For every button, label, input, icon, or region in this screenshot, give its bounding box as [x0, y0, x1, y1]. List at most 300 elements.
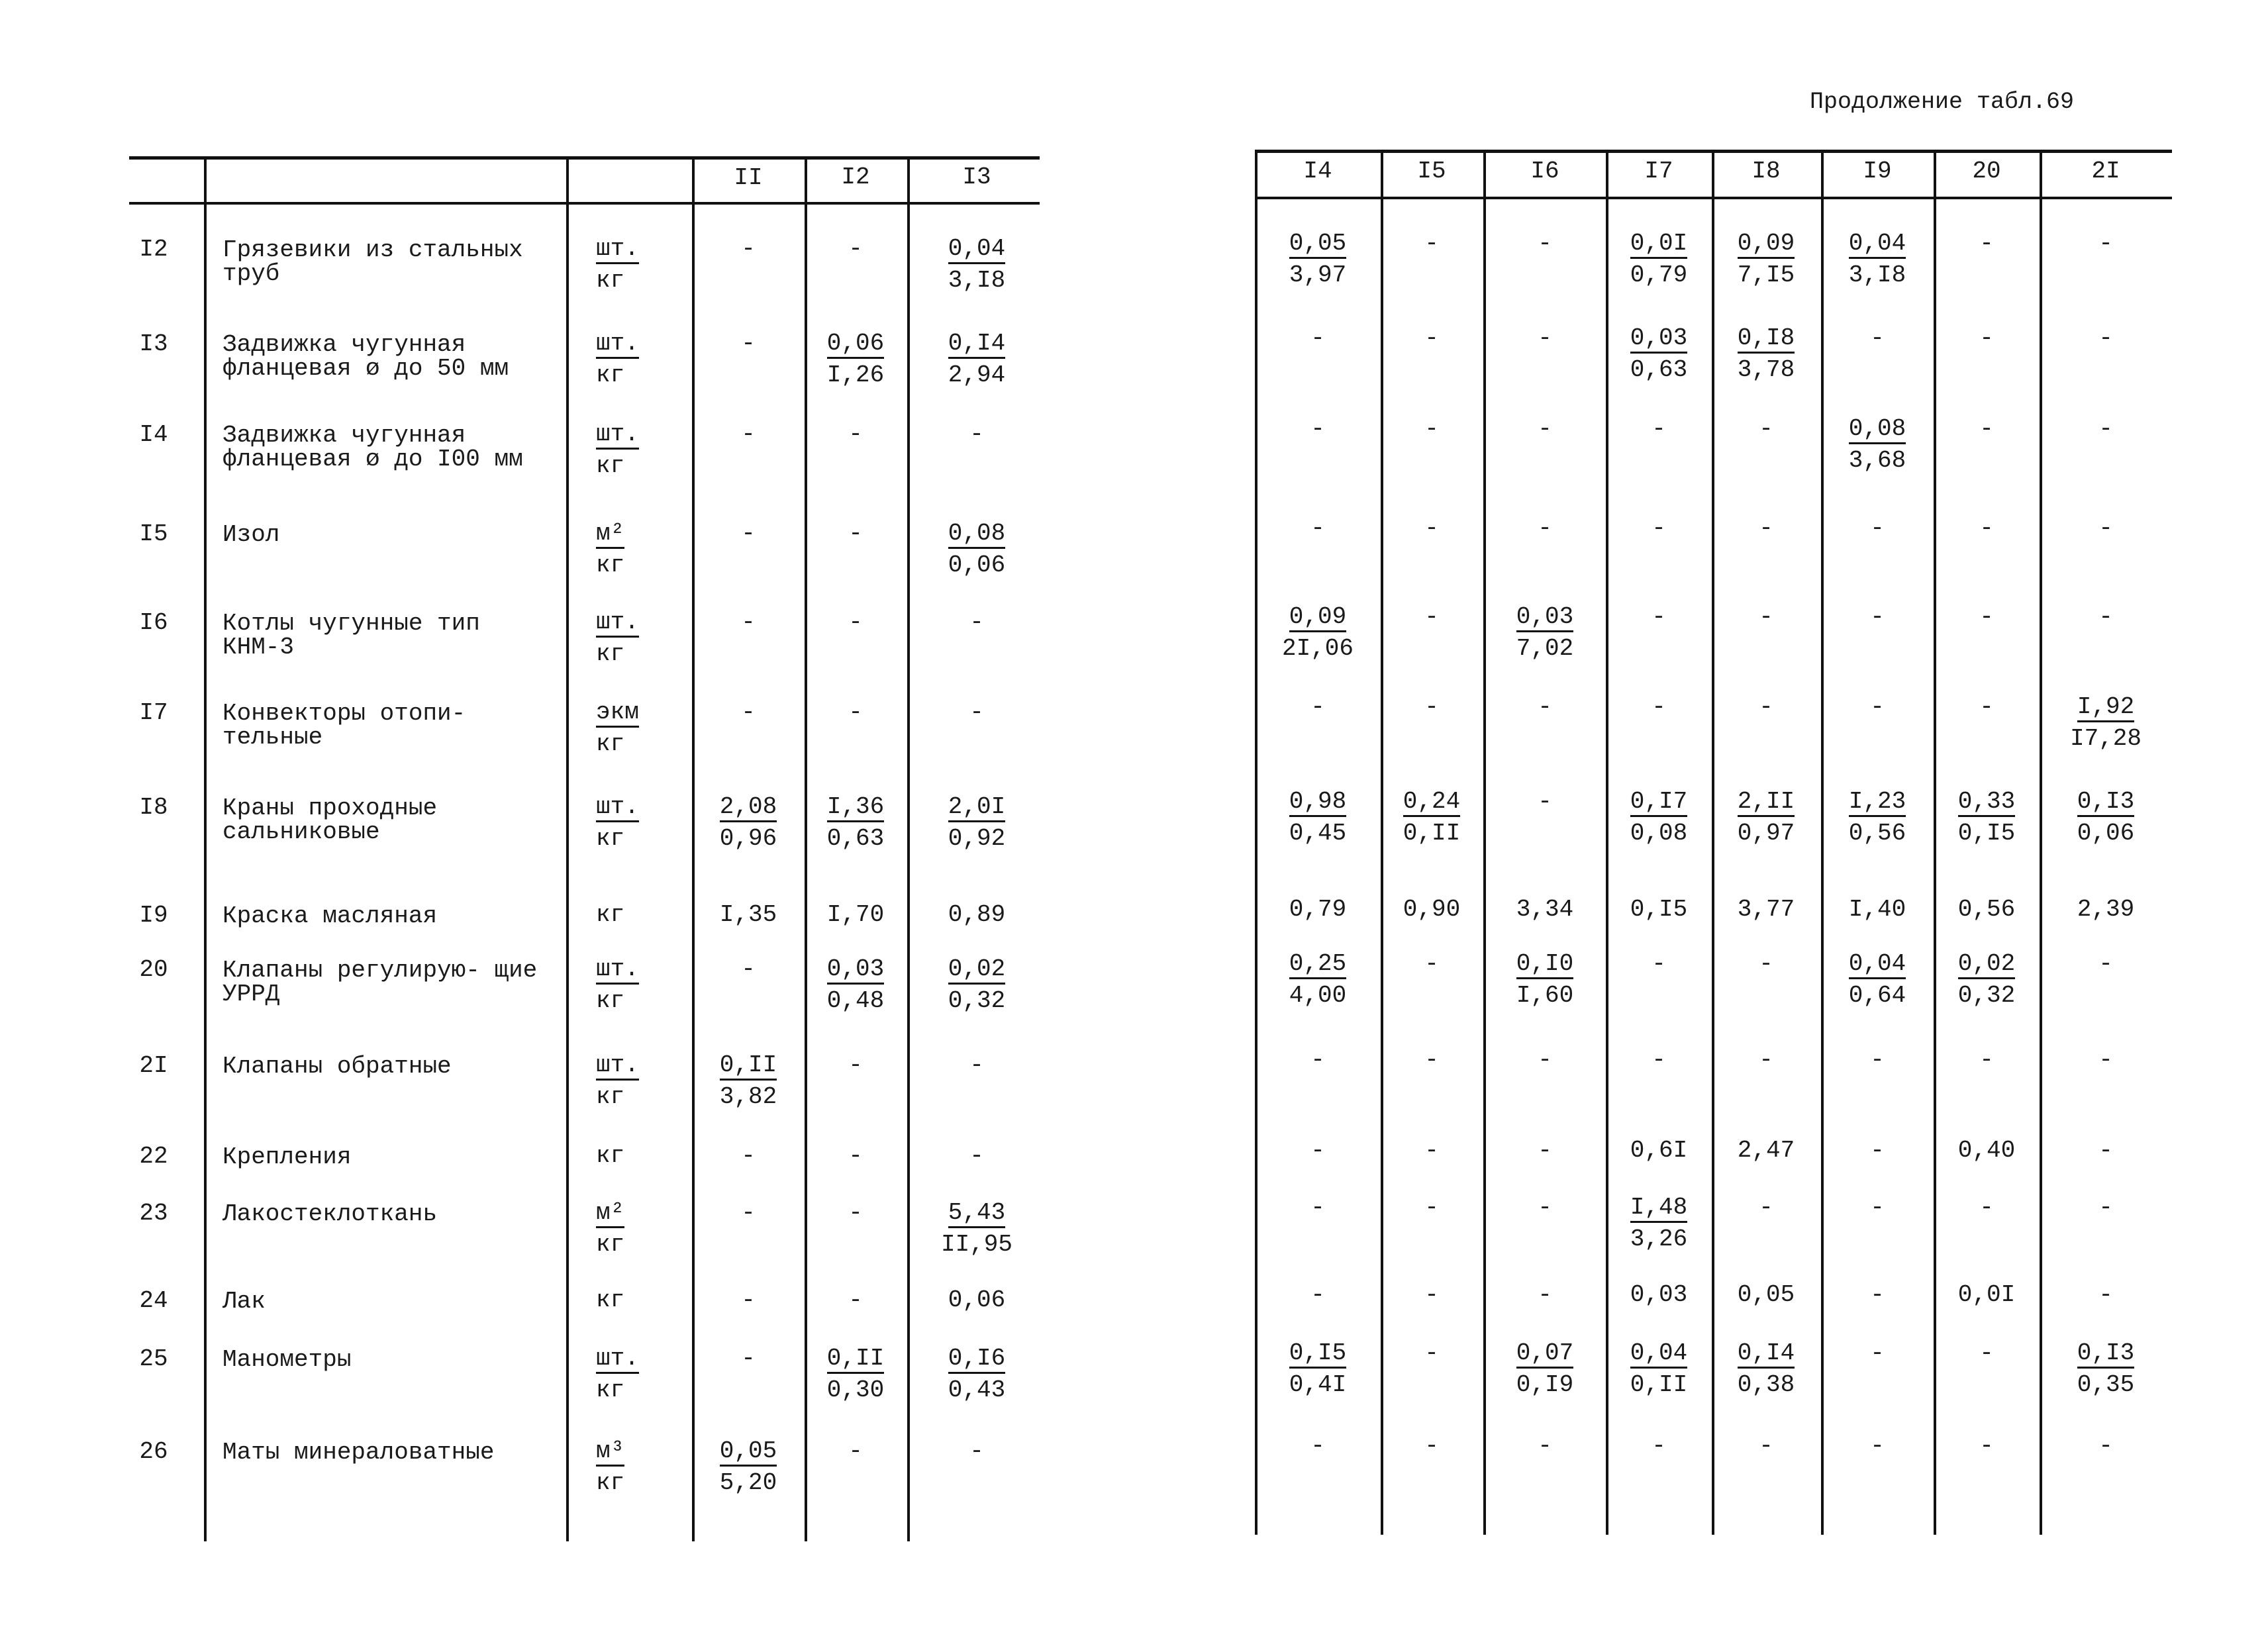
value-cell	[911, 899, 1043, 931]
unit-numerator: шт.	[596, 794, 639, 822]
left-header-rule	[129, 202, 1040, 205]
value-text: -	[1424, 1281, 1439, 1308]
column-header: 20	[1972, 158, 2001, 185]
value-numerator: 0,09	[1289, 604, 1346, 632]
value-cell	[1479, 786, 1611, 818]
value-cell	[1920, 948, 2053, 1012]
unit-cell	[596, 418, 656, 482]
value-numerator: 0,03	[1516, 604, 1573, 632]
value-text: -	[741, 330, 756, 357]
value-numerator: 2,0I	[948, 794, 1005, 822]
value-text: -	[969, 1051, 984, 1079]
value-text: -	[1652, 950, 1666, 977]
value-cell	[1920, 601, 2053, 633]
value-denominator: 0,38	[1737, 1371, 1795, 1398]
value-text: 0,90	[1403, 896, 1461, 923]
value-denominator: 0,4I	[1289, 1371, 1347, 1398]
value-text: -	[1424, 693, 1439, 720]
value-numerator: 5,43	[948, 1200, 1005, 1228]
row-number: I3	[139, 330, 168, 358]
value-denominator: 0,45	[1289, 820, 1347, 847]
value-denominator: 2,94	[948, 362, 1006, 389]
value-denominator: 0,32	[948, 987, 1006, 1014]
value-text: 2,39	[2077, 896, 2135, 923]
unit-cell	[596, 1435, 656, 1499]
value-denominator: 0,43	[948, 1376, 1006, 1404]
value-text: -	[741, 699, 756, 726]
row-number: 23	[139, 1200, 168, 1227]
material-name: Конвекторы отопи- тельные	[222, 700, 466, 751]
value-cell	[2040, 948, 2172, 980]
unit-denominator: кг	[596, 1376, 625, 1404]
value-cell	[911, 418, 1043, 450]
material-name: Лак	[222, 1288, 266, 1315]
value-cell	[789, 518, 922, 550]
value-numerator: 0,02	[948, 956, 1005, 985]
value-numerator: 0,I4	[1738, 1340, 1795, 1369]
value-denominator: 3,I8	[1848, 262, 1906, 289]
unit-denominator: кг	[596, 1231, 625, 1258]
value-text: -	[969, 608, 984, 636]
value-cell	[1252, 413, 1384, 445]
value-cell	[2040, 1337, 2172, 1401]
value-cell	[1920, 1044, 2053, 1076]
value-text: -	[741, 1345, 756, 1372]
value-numerator: 0,I3	[2077, 1340, 2134, 1369]
unit-numerator: шт.	[596, 1052, 639, 1081]
value-text: -	[1538, 514, 1552, 542]
value-text: -	[1538, 1432, 1552, 1459]
value-cell	[1479, 601, 1611, 665]
value-text: 0,05	[1737, 1281, 1795, 1308]
value-cell	[911, 606, 1043, 638]
value-text: -	[1538, 230, 1552, 257]
value-text: -	[1979, 324, 1994, 352]
value-cell	[1365, 1279, 1498, 1311]
row-number: I7	[139, 699, 168, 726]
unit-denominator: кг	[596, 1083, 625, 1110]
unit-label: кг	[596, 1142, 625, 1169]
row-number: I8	[139, 794, 168, 821]
value-text: -	[2098, 514, 2113, 542]
value-cell	[1920, 228, 2053, 260]
unit-denominator: кг	[596, 1469, 625, 1496]
value-cell	[1252, 894, 1384, 926]
value-denominator: 0,63	[1630, 356, 1688, 383]
value-cell	[2040, 413, 2172, 445]
value-cell	[911, 1284, 1043, 1316]
value-cell	[1365, 601, 1498, 633]
value-numerator: 0,II	[720, 1052, 777, 1081]
value-cell	[1252, 512, 1384, 544]
unit-denominator: кг	[596, 640, 625, 667]
value-text: -	[1870, 1432, 1885, 1459]
unit-numerator: м²	[596, 520, 624, 549]
unit-denominator: кг	[596, 987, 625, 1014]
column-header: I6	[1530, 158, 1559, 185]
value-cell	[789, 606, 922, 638]
value-text: -	[1538, 324, 1552, 352]
value-cell	[1252, 1430, 1384, 1462]
value-denominator: 3,82	[719, 1083, 777, 1110]
value-text: I,35	[719, 901, 777, 928]
value-text: -	[969, 420, 984, 448]
value-cell	[1252, 322, 1384, 354]
value-cell	[1365, 228, 1498, 260]
column-header: I8	[1751, 158, 1781, 185]
value-cell	[911, 791, 1043, 855]
value-cell	[1365, 1430, 1498, 1462]
value-numerator: 0,04	[1630, 1340, 1687, 1369]
value-text: -	[741, 955, 756, 983]
value-cell	[1920, 413, 2053, 445]
value-text: -	[1310, 693, 1325, 720]
value-text: -	[1979, 415, 1994, 442]
value-denominator: 0,32	[1957, 982, 2016, 1009]
value-cell	[2040, 1192, 2172, 1224]
value-cell	[911, 1435, 1043, 1467]
row-number: 26	[139, 1438, 168, 1465]
value-denominator: I,26	[826, 362, 885, 389]
value-text: -	[1759, 603, 1773, 630]
value-numerator: 0,I7	[1630, 789, 1687, 817]
column-header: I7	[1644, 158, 1673, 185]
value-text: 0,06	[948, 1286, 1006, 1314]
value-text: I,40	[1848, 896, 1906, 923]
value-cell	[911, 518, 1043, 581]
value-cell	[1479, 894, 1611, 926]
column-header: I5	[1417, 158, 1446, 185]
value-cell	[789, 791, 922, 855]
value-text: -	[1424, 324, 1439, 352]
column-header: I9	[1863, 158, 1892, 185]
value-denominator: 0,64	[1848, 982, 1906, 1009]
value-cell	[789, 328, 922, 391]
value-text: -	[2098, 1137, 2113, 1164]
value-denominator: 3,68	[1848, 447, 1906, 474]
value-text: -	[1424, 1194, 1439, 1221]
value-text: -	[2098, 1046, 2113, 1073]
value-text: -	[1310, 324, 1325, 352]
value-cell	[1252, 1337, 1384, 1401]
value-text: 0,0I	[1957, 1281, 2016, 1308]
value-cell	[2040, 322, 2172, 354]
value-text: -	[1759, 693, 1773, 720]
material-name: Маты минераловатные	[222, 1439, 495, 1466]
value-cell	[1365, 413, 1498, 445]
value-denominator: I7,28	[2069, 725, 2142, 752]
value-numerator: 0,03	[1630, 325, 1687, 354]
column-header: I4	[1303, 158, 1332, 185]
value-text: -	[1424, 1046, 1439, 1073]
unit-denominator: кг	[596, 552, 625, 579]
row-number: I2	[139, 236, 168, 263]
value-text: -	[1424, 415, 1439, 442]
value-cell	[1365, 1135, 1498, 1167]
value-text: -	[1870, 1137, 1885, 1164]
value-numerator: 0,I3	[2077, 789, 2134, 817]
value-cell	[2040, 1044, 2172, 1076]
value-cell	[1365, 894, 1498, 926]
value-cell	[911, 1343, 1043, 1406]
unit-cell	[596, 606, 656, 670]
value-numerator: 0,I0	[1516, 951, 1573, 979]
value-cell	[1479, 413, 1611, 445]
value-text: -	[741, 608, 756, 636]
value-text: -	[1652, 603, 1666, 630]
value-text: -	[1538, 1137, 1552, 1164]
value-text: -	[1979, 603, 1994, 630]
unit-numerator: экм	[596, 699, 639, 728]
value-cell	[1252, 1135, 1384, 1167]
unit-cell	[596, 899, 656, 931]
value-cell	[789, 233, 922, 265]
value-text: -	[1979, 1339, 1994, 1367]
value-cell	[2040, 691, 2172, 755]
value-text: -	[1538, 415, 1552, 442]
value-cell	[1252, 601, 1384, 665]
value-denominator: 0,56	[1848, 820, 1906, 847]
value-denominator: 0,I9	[1516, 1371, 1574, 1398]
value-cell	[789, 1435, 922, 1467]
unit-numerator: м³	[596, 1438, 624, 1467]
value-text: -	[741, 520, 756, 547]
column-header: II	[734, 164, 763, 191]
value-text: -	[2098, 603, 2113, 630]
value-cell	[1479, 948, 1611, 1012]
value-cell	[1920, 322, 2053, 354]
value-text: -	[2098, 1281, 2113, 1308]
value-text: -	[1538, 1194, 1552, 1221]
value-denominator: 0,79	[1630, 262, 1688, 289]
value-cell	[789, 1049, 922, 1081]
value-cell	[1920, 691, 2053, 723]
value-denominator: 7,02	[1516, 635, 1574, 662]
value-denominator: 0,08	[1630, 820, 1688, 847]
material-name: Задвижка чугунная фланцевая ø до 50 мм	[222, 331, 509, 382]
value-text: -	[1759, 1046, 1773, 1073]
value-denominator: 0,06	[2077, 820, 2135, 847]
value-denominator: 4,00	[1289, 982, 1347, 1009]
unit-numerator: шт.	[596, 236, 639, 264]
value-text: -	[1652, 693, 1666, 720]
value-text: -	[1979, 1046, 1994, 1073]
value-cell	[911, 697, 1043, 728]
material-name: Манометры	[222, 1346, 352, 1373]
value-denominator: 0,96	[719, 825, 777, 852]
value-cell	[1479, 691, 1611, 723]
value-text: -	[1652, 514, 1666, 542]
value-cell	[1365, 786, 1498, 849]
value-cell	[789, 1140, 922, 1172]
unit-cell	[596, 1343, 656, 1406]
value-cell	[911, 233, 1043, 297]
value-denominator: 3,I8	[948, 267, 1006, 294]
column-header: I2	[841, 164, 870, 191]
value-cell	[1252, 1279, 1384, 1311]
value-numerator: 2,08	[720, 794, 777, 822]
value-text: -	[1870, 603, 1885, 630]
value-text: -	[848, 520, 863, 547]
value-cell	[1479, 1192, 1611, 1224]
value-cell	[1920, 1430, 2053, 1462]
value-cell	[1920, 786, 2053, 849]
value-text: -	[1652, 1046, 1666, 1073]
value-text: -	[1759, 415, 1773, 442]
value-numerator: I,48	[1630, 1194, 1687, 1223]
value-text: 0,6I	[1630, 1137, 1688, 1164]
value-text: I,70	[826, 901, 885, 928]
value-cell	[2040, 228, 2172, 260]
value-numerator: 0,09	[1738, 230, 1795, 259]
value-cell	[789, 697, 922, 728]
value-denominator: 3,97	[1289, 262, 1347, 289]
unit-cell	[596, 233, 656, 297]
value-text: -	[848, 608, 863, 636]
left-col-line-1	[204, 158, 207, 1541]
value-denominator: 0,II	[1630, 1371, 1688, 1398]
value-text: -	[1979, 1194, 1994, 1221]
value-cell	[1479, 1279, 1611, 1311]
value-numerator: 0,02	[1958, 951, 2015, 979]
value-cell	[789, 953, 922, 1017]
unit-cell	[596, 1284, 656, 1316]
value-text: -	[1310, 514, 1325, 542]
value-text: -	[1538, 1046, 1552, 1073]
value-text: -	[2098, 324, 2113, 352]
value-cell	[1479, 228, 1611, 260]
value-cell	[1252, 1044, 1384, 1076]
value-text: 0,79	[1289, 896, 1347, 923]
value-numerator: 0,05	[720, 1438, 777, 1467]
value-cell	[1252, 228, 1384, 291]
row-number: 2I	[139, 1052, 168, 1079]
value-denominator: 0,92	[948, 825, 1006, 852]
material-name: Задвижка чугунная фланцевая ø до I00 мм	[222, 422, 523, 473]
value-cell	[1479, 1337, 1611, 1401]
value-text: -	[2098, 415, 2113, 442]
value-cell	[789, 1284, 922, 1316]
value-cell	[2040, 512, 2172, 544]
unit-cell	[596, 953, 656, 1017]
value-numerator: I,92	[2077, 694, 2134, 722]
value-cell	[1920, 512, 2053, 544]
value-text: -	[1538, 1281, 1552, 1308]
unit-numerator: шт.	[596, 956, 639, 985]
value-numerator: 0,04	[948, 236, 1005, 264]
value-text: -	[1310, 1194, 1325, 1221]
value-numerator: 0,I5	[1289, 1340, 1346, 1369]
value-text: -	[1310, 1432, 1325, 1459]
value-text: -	[741, 235, 756, 262]
value-numerator: 0,25	[1289, 951, 1346, 979]
value-denominator: 2I,06	[1281, 635, 1354, 662]
column-header: 2I	[2091, 158, 2120, 185]
value-cell	[1365, 691, 1498, 723]
value-text: -	[848, 1051, 863, 1079]
value-cell	[1365, 322, 1498, 354]
value-cell	[2040, 894, 2172, 926]
unit-denominator: кг	[596, 730, 625, 757]
value-text: -	[1424, 1137, 1439, 1164]
value-cell	[1920, 1135, 2053, 1167]
value-text: -	[1979, 514, 1994, 542]
value-numerator: 0,0I	[1630, 230, 1687, 259]
material-name: Крепления	[222, 1143, 352, 1171]
value-denominator: 0,30	[826, 1376, 885, 1404]
value-cell	[1252, 691, 1384, 723]
value-text: -	[1979, 693, 1994, 720]
value-numerator: 0,08	[1849, 416, 1906, 444]
value-cell	[1252, 786, 1384, 849]
value-text: 0,I5	[1630, 896, 1688, 923]
value-numerator: 0,05	[1289, 230, 1346, 259]
value-text: -	[741, 420, 756, 448]
value-text: -	[2098, 950, 2113, 977]
value-numerator: 0,I6	[948, 1345, 1005, 1374]
value-denominator: 0,97	[1737, 820, 1795, 847]
value-cell	[1920, 1192, 2053, 1224]
value-numerator: 0,98	[1289, 789, 1346, 817]
value-numerator: 2,II	[1738, 789, 1795, 817]
value-text: -	[1310, 1281, 1325, 1308]
value-text: -	[1870, 1046, 1885, 1073]
material-name: Лакостеклоткань	[222, 1200, 438, 1228]
value-cell	[1479, 1430, 1611, 1462]
unit-cell	[596, 1140, 656, 1172]
value-text: -	[1652, 415, 1666, 442]
row-number: I9	[139, 902, 168, 929]
unit-label: кг	[596, 1286, 625, 1314]
value-cell	[1479, 512, 1611, 544]
value-cell	[2040, 1279, 2172, 1311]
unit-denominator: кг	[596, 267, 625, 294]
unit-cell	[596, 1197, 656, 1261]
value-text: -	[1310, 415, 1325, 442]
value-cell	[911, 953, 1043, 1017]
value-denominator: 0,II	[1403, 820, 1461, 847]
value-cell	[1252, 1192, 1384, 1224]
value-numerator: 0,07	[1516, 1340, 1573, 1369]
value-text: -	[848, 1286, 863, 1314]
value-text: -	[1310, 1046, 1325, 1073]
value-cell	[789, 1197, 922, 1229]
row-number: 24	[139, 1287, 168, 1314]
unit-denominator: кг	[596, 825, 625, 852]
value-denominator: 3,78	[1737, 356, 1795, 383]
value-denominator: 0,I5	[1957, 820, 2016, 847]
row-number: I4	[139, 421, 168, 448]
value-cell	[2040, 1135, 2172, 1167]
value-numerator: 0,33	[1958, 789, 2015, 817]
value-cell	[1365, 1337, 1498, 1369]
value-numerator: I,36	[827, 794, 884, 822]
value-text: -	[848, 235, 863, 262]
row-number: 22	[139, 1143, 168, 1170]
material-name: Котлы чугунные тип КНМ-3	[222, 610, 480, 661]
value-text: -	[1424, 514, 1439, 542]
value-cell	[789, 1343, 922, 1406]
value-text: -	[1424, 603, 1439, 630]
value-text: 2,47	[1737, 1137, 1795, 1164]
value-numerator: 0,04	[1849, 951, 1906, 979]
value-cell	[1920, 1337, 2053, 1369]
value-cell	[1479, 1135, 1611, 1167]
value-text: -	[741, 1199, 756, 1226]
unit-denominator: кг	[596, 362, 625, 389]
value-text: -	[1538, 693, 1552, 720]
value-text: -	[1870, 1194, 1885, 1221]
